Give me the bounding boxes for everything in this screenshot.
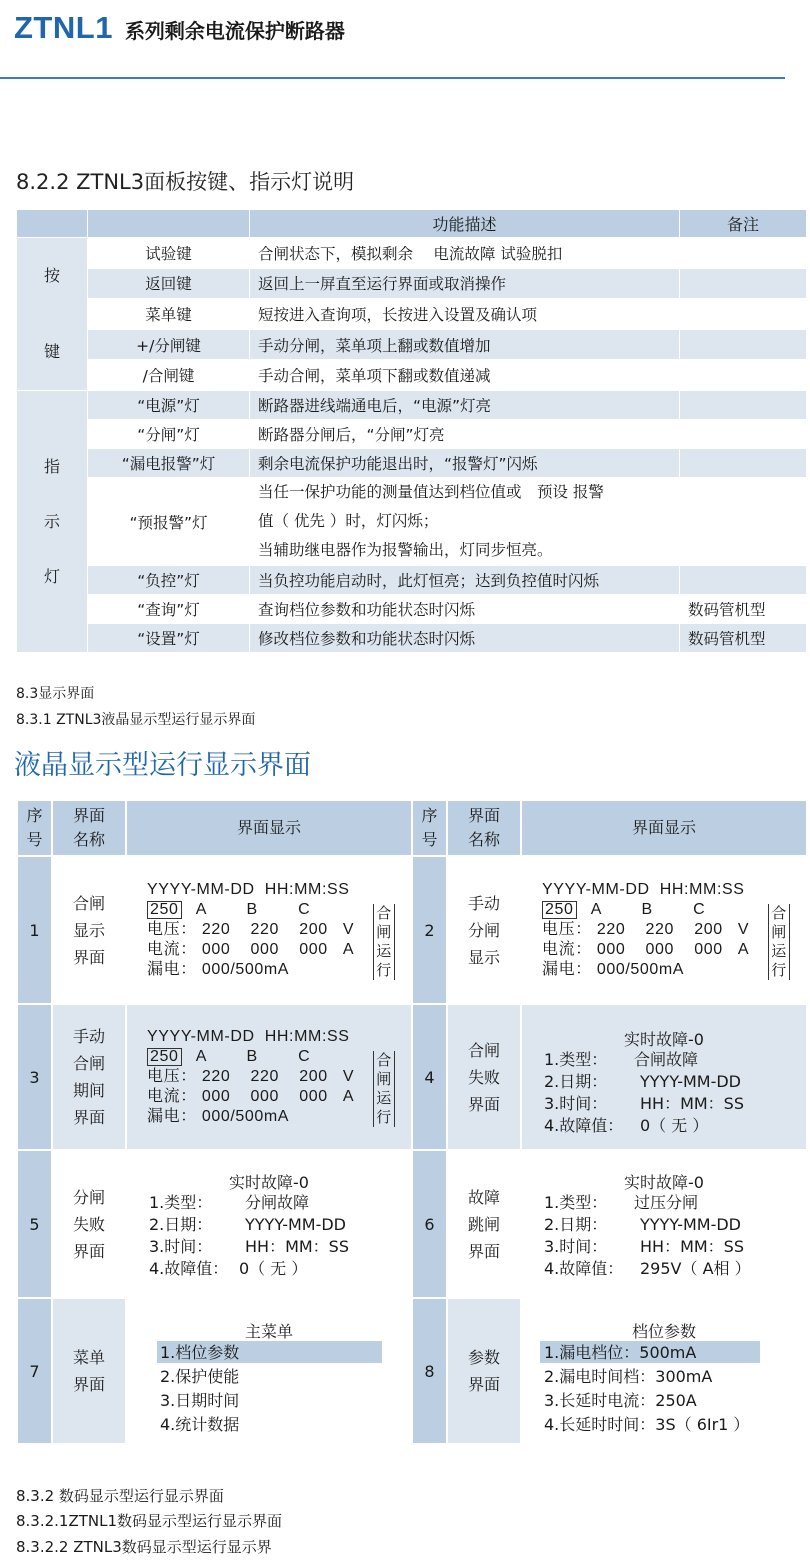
lcd-current: 电流： 000 000 000 A bbox=[147, 1088, 355, 1105]
table-row bbox=[17, 1004, 807, 1150]
fault-label: 4.故障值： bbox=[544, 1259, 624, 1278]
header-char: 名称 bbox=[467, 830, 500, 849]
lcd-leak: 漏电： 000/500mA bbox=[147, 961, 290, 978]
key-note bbox=[680, 360, 807, 391]
table-row bbox=[17, 1298, 807, 1444]
light-name: “漏电报警”灯 bbox=[88, 449, 250, 478]
status-char: 行 bbox=[376, 961, 392, 979]
fault-screen bbox=[521, 1004, 807, 1150]
key-desc: 手动合闸，菜单项下翻或数值递减 bbox=[250, 360, 680, 391]
status-char: 运 bbox=[376, 942, 392, 960]
name-line: 菜单 bbox=[72, 1348, 105, 1367]
name-line: 界面 bbox=[72, 1375, 105, 1394]
menu-item: 3.长延时电流：250A bbox=[544, 1391, 697, 1410]
fault-label: 2.日期： bbox=[544, 1072, 608, 1091]
section-8321-title: 8.3.2.1ZTNL1数码显示型运行显示界面 bbox=[16, 1512, 283, 1530]
header-cell bbox=[88, 210, 250, 238]
name-line: 分闸 bbox=[467, 920, 500, 940]
table-row bbox=[17, 624, 807, 653]
light-name: “预报警”灯 bbox=[88, 478, 250, 566]
table-header-row bbox=[17, 800, 807, 856]
table-row bbox=[17, 1150, 807, 1298]
fault-value: YYYY-MM-DD bbox=[245, 1215, 346, 1234]
menu-item: 4.统计数据 bbox=[160, 1415, 240, 1434]
lcd-phase-row bbox=[147, 1047, 310, 1067]
header-cell: 功能描述 bbox=[250, 210, 680, 238]
fault-label: 4.故障值： bbox=[149, 1259, 229, 1278]
table-row bbox=[17, 566, 807, 595]
light-desc: 剩余电流保护功能退出时，“报警灯”闪烁 bbox=[250, 449, 680, 478]
fault-value: 合闸故障 bbox=[634, 1050, 699, 1069]
display-interface-table bbox=[16, 799, 808, 1445]
header-char: 号 bbox=[26, 830, 43, 849]
interface-name bbox=[447, 1150, 521, 1298]
status-char: 运 bbox=[771, 942, 787, 960]
desc-line: 值（ 优先 ）时，灯闪烁； bbox=[258, 512, 439, 530]
light-name: “查询”灯 bbox=[88, 595, 250, 624]
row-number: 6 bbox=[412, 1150, 447, 1298]
header-char: 号 bbox=[421, 830, 438, 849]
light-note bbox=[680, 566, 807, 595]
name-line: 界面 bbox=[72, 947, 105, 967]
fault-value: HH：MM：SS bbox=[640, 1094, 744, 1113]
group-char: 示 bbox=[43, 512, 60, 531]
header-char: 序 bbox=[26, 806, 43, 825]
row-number: 4 bbox=[412, 1004, 447, 1150]
lcd-section-title: 液晶显示型运行显示界面 bbox=[14, 750, 311, 781]
fault-value: HH：MM：SS bbox=[640, 1237, 744, 1256]
status-char: 运 bbox=[376, 1089, 392, 1107]
name-line: 界面 bbox=[72, 1108, 105, 1127]
header-cell bbox=[17, 210, 88, 238]
lcd-datetime: YYYY-MM-DD HH:MM:SS bbox=[542, 881, 745, 898]
lcd-datetime: YYYY-MM-DD HH:MM:SS bbox=[147, 1028, 350, 1045]
header-display: 界面显示 bbox=[126, 800, 412, 856]
light-name: “电源”灯 bbox=[88, 391, 250, 420]
rating-box: 250 bbox=[147, 901, 182, 919]
interface-name bbox=[447, 1004, 521, 1150]
name-line: 界面 bbox=[467, 1094, 500, 1114]
name-line: 显示 bbox=[72, 920, 105, 940]
light-note bbox=[680, 449, 807, 478]
menu-item: 2.漏电时间档：300mA bbox=[544, 1367, 713, 1386]
light-name: “设置”灯 bbox=[88, 624, 250, 653]
interface-name bbox=[52, 1298, 126, 1444]
rating-box: 250 bbox=[147, 1048, 182, 1066]
light-desc: 断路器分闸后，“分闸”灯亮 bbox=[250, 420, 680, 449]
status-char: 行 bbox=[376, 1108, 392, 1126]
table-row bbox=[17, 268, 807, 299]
menu-item: 1.档位参数 bbox=[160, 1343, 240, 1362]
key-name: 试验键 bbox=[88, 238, 250, 269]
table-row bbox=[17, 420, 807, 449]
key-note bbox=[680, 329, 807, 360]
table-row bbox=[17, 449, 807, 478]
status-char: 闸 bbox=[771, 923, 787, 941]
menu-item: 4.长延时时间：3S（ 6Ir1 ） bbox=[544, 1415, 750, 1434]
light-desc: 查询档位参数和功能状态时闪烁 bbox=[250, 595, 680, 624]
status-char: 闸 bbox=[376, 923, 392, 941]
interface-name bbox=[52, 856, 126, 1004]
fault-label: 1.类型： bbox=[544, 1193, 608, 1212]
section-832-title: 8.3.2 数码显示型运行显示界面 bbox=[16, 1487, 224, 1505]
table-header-row bbox=[17, 210, 807, 238]
table-row bbox=[17, 595, 807, 624]
interface-name bbox=[52, 1004, 126, 1150]
desc-line: 当任一保护功能的测量值达到档位值或 预设 报警 bbox=[258, 483, 604, 501]
fault-value: YYYY-MM-DD bbox=[640, 1072, 741, 1091]
light-note bbox=[680, 478, 807, 566]
lcd-phase-row bbox=[147, 900, 310, 920]
group-keys-label bbox=[17, 238, 88, 391]
name-line: 合闸 bbox=[467, 1040, 500, 1060]
name-line: 显示 bbox=[467, 947, 500, 967]
lcd-current: 电流： 000 000 000 A bbox=[542, 941, 750, 958]
light-desc bbox=[250, 478, 680, 566]
group-char: 灯 bbox=[43, 567, 60, 586]
light-name: “负控”灯 bbox=[88, 566, 250, 595]
key-desc: 返回上一屏直至运行界面或取消操作 bbox=[250, 268, 680, 299]
key-desc: 短按进入查询项，长按进入设置及确认项 bbox=[250, 299, 680, 330]
fault-title: 实时故障-0 bbox=[624, 1173, 704, 1192]
lcd-phases: A B C bbox=[195, 901, 311, 918]
lcd-screen bbox=[126, 1004, 412, 1150]
lcd-phase-row bbox=[542, 900, 705, 920]
light-desc: 修改档位参数和功能状态时闪烁 bbox=[250, 624, 680, 653]
key-note bbox=[680, 299, 807, 330]
header-seq bbox=[17, 800, 52, 856]
status-char: 合 bbox=[376, 904, 392, 922]
fault-value: 过压分闸 bbox=[634, 1193, 699, 1212]
header-name bbox=[447, 800, 521, 856]
lcd-current: 电流： 000 000 000 A bbox=[147, 941, 355, 958]
row-number: 3 bbox=[17, 1004, 52, 1150]
fault-label: 3.时间： bbox=[544, 1094, 608, 1113]
light-note: 数码管机型 bbox=[680, 595, 807, 624]
lcd-leak: 漏电： 000/500mA bbox=[147, 1108, 290, 1125]
name-line: 界面 bbox=[72, 1241, 105, 1261]
fault-title: 实时故障-0 bbox=[624, 1030, 704, 1049]
fault-value: HH：MM：SS bbox=[245, 1237, 349, 1256]
light-desc: 当负控功能启动时，此灯恒亮；达到负控值时闪烁 bbox=[250, 566, 680, 595]
name-line: 故障 bbox=[467, 1187, 500, 1207]
lcd-phases: A B C bbox=[195, 1048, 311, 1065]
header-char: 序 bbox=[421, 806, 438, 825]
key-name: 菜单键 bbox=[88, 299, 250, 330]
status-box bbox=[768, 904, 790, 980]
name-line: 失败 bbox=[72, 1214, 105, 1234]
row-number: 8 bbox=[412, 1298, 447, 1444]
lcd-voltage: 电压： 220 220 200 V bbox=[147, 921, 355, 938]
name-line: 界面 bbox=[467, 1241, 500, 1261]
status-box bbox=[373, 904, 395, 980]
fault-label: 3.时间： bbox=[149, 1237, 213, 1256]
header-display: 界面显示 bbox=[521, 800, 807, 856]
menu-screen bbox=[521, 1298, 807, 1444]
table-row bbox=[17, 478, 807, 566]
group-char: 指 bbox=[43, 457, 60, 476]
fault-label: 1.类型： bbox=[149, 1193, 213, 1212]
key-note bbox=[680, 268, 807, 299]
row-number: 1 bbox=[17, 856, 52, 1004]
header-divider bbox=[0, 77, 785, 79]
table-row bbox=[17, 238, 807, 269]
table-row bbox=[17, 360, 807, 391]
interface-name bbox=[447, 1298, 521, 1444]
light-note: 数码管机型 bbox=[680, 624, 807, 653]
status-char: 合 bbox=[771, 904, 787, 922]
section-831-title: 8.3.1 ZTNL3液晶显示型运行显示界面 bbox=[16, 712, 256, 728]
fault-label: 2.日期： bbox=[544, 1215, 608, 1234]
name-line: 失败 bbox=[467, 1067, 500, 1087]
fault-value: 0（ 无 ） bbox=[640, 1116, 709, 1135]
lcd-screen bbox=[521, 856, 807, 1004]
group-lights-label bbox=[17, 391, 88, 653]
fault-title: 实时故障-0 bbox=[229, 1173, 309, 1192]
row-number: 7 bbox=[17, 1298, 52, 1444]
lcd-voltage: 电压： 220 220 200 V bbox=[542, 921, 750, 938]
key-desc: 手动分闸，菜单项上翻或数值增加 bbox=[250, 329, 680, 360]
row-number: 5 bbox=[17, 1150, 52, 1298]
status-char: 合 bbox=[376, 1051, 392, 1069]
lcd-screen bbox=[126, 856, 412, 1004]
lcd-voltage: 电压： 220 220 200 V bbox=[147, 1068, 355, 1085]
header-name bbox=[52, 800, 126, 856]
lcd-datetime: YYYY-MM-DD HH:MM:SS bbox=[147, 881, 350, 898]
key-name: 返回键 bbox=[88, 268, 250, 299]
fault-value: 0（ 无 ） bbox=[239, 1259, 308, 1278]
fault-label: 1.类型： bbox=[544, 1050, 608, 1069]
name-line: 界面 bbox=[467, 1375, 500, 1394]
light-note bbox=[680, 420, 807, 449]
fault-screen bbox=[521, 1150, 807, 1298]
menu-item: 3.日期时间 bbox=[160, 1391, 240, 1410]
header-char: 界面 bbox=[467, 806, 500, 825]
header-title: 系列剩余电流保护断路器 bbox=[124, 19, 345, 43]
status-char: 行 bbox=[771, 961, 787, 979]
table-row bbox=[17, 856, 807, 1004]
menu-item: 2.保护使能 bbox=[160, 1367, 240, 1386]
name-line: 合闸 bbox=[72, 1054, 105, 1073]
fault-value: 295V（ A相 ） bbox=[640, 1259, 751, 1278]
interface-name bbox=[52, 1150, 126, 1298]
section-8322-title: 8.3.2.2 ZTNL3数码显示型运行显示界 bbox=[16, 1538, 272, 1556]
fault-value: 分闸故障 bbox=[245, 1193, 310, 1212]
menu-title: 档位参数 bbox=[631, 1322, 696, 1341]
name-line: 手动 bbox=[467, 893, 500, 913]
name-line: 分闸 bbox=[72, 1187, 105, 1207]
table-row bbox=[17, 391, 807, 420]
key-desc: 合闸状态下，模拟剩余 电流故障 试验脱扣 bbox=[250, 238, 680, 269]
group-char: 键 bbox=[43, 342, 60, 361]
interface-name bbox=[447, 856, 521, 1004]
key-name: +/分闸键 bbox=[88, 329, 250, 360]
name-line: 期间 bbox=[72, 1081, 105, 1100]
panel-keys-table bbox=[16, 209, 807, 653]
key-name: /合闸键 bbox=[88, 360, 250, 391]
light-name: “分闸”灯 bbox=[88, 420, 250, 449]
fault-label: 2.日期： bbox=[149, 1215, 213, 1234]
name-line: 参数 bbox=[467, 1348, 500, 1367]
header-seq bbox=[412, 800, 447, 856]
lcd-leak: 漏电： 000/500mA bbox=[542, 961, 685, 978]
light-desc: 断路器进线端通电后，“电源”灯亮 bbox=[250, 391, 680, 420]
brand-logo: ZTNL1 bbox=[14, 10, 113, 45]
fault-screen bbox=[126, 1150, 412, 1298]
menu-item: 1.漏电档位：500mA bbox=[544, 1343, 697, 1362]
page-header bbox=[14, 10, 345, 50]
status-char: 闸 bbox=[376, 1070, 392, 1088]
row-number: 2 bbox=[412, 856, 447, 1004]
menu-screen bbox=[126, 1298, 412, 1444]
section-83-title: 8.3显示界面 bbox=[16, 686, 95, 702]
table-row bbox=[17, 329, 807, 360]
menu-title: 主菜单 bbox=[244, 1322, 293, 1341]
desc-line: 当辅助继电器作为报警输出，灯同步恒亮。 bbox=[258, 541, 553, 559]
fault-label: 4.故障值： bbox=[544, 1116, 624, 1135]
header-char: 名称 bbox=[72, 830, 105, 849]
table-row bbox=[17, 299, 807, 330]
group-char: 按 bbox=[43, 266, 60, 285]
fault-label: 3.时间： bbox=[544, 1237, 608, 1256]
key-note bbox=[680, 238, 807, 269]
name-line: 跳闸 bbox=[467, 1214, 500, 1234]
name-line: 合闸 bbox=[72, 893, 105, 913]
rating-box: 250 bbox=[542, 901, 577, 919]
fault-value: YYYY-MM-DD bbox=[640, 1215, 741, 1234]
light-note bbox=[680, 391, 807, 420]
lcd-phases: A B C bbox=[590, 901, 706, 918]
section-822-title: 8.2.2 ZTNL3面板按键、指示灯说明 bbox=[16, 170, 355, 194]
status-box bbox=[373, 1051, 395, 1127]
header-char: 界面 bbox=[72, 806, 105, 825]
header-cell: 备注 bbox=[680, 210, 807, 238]
name-line: 手动 bbox=[72, 1027, 105, 1046]
